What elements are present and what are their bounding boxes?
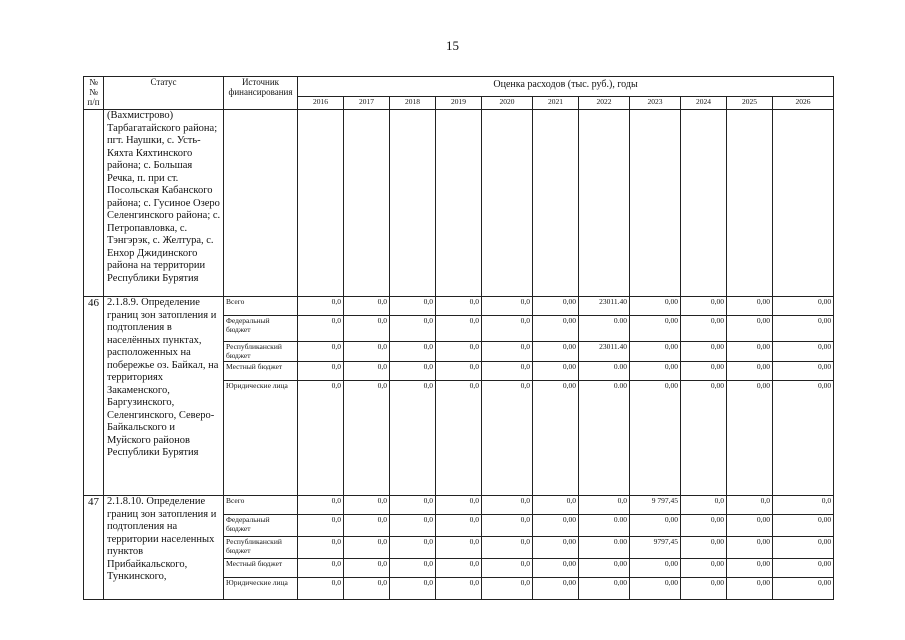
funding-source: Юридические лица xyxy=(224,578,298,600)
value-cell: 0,0 xyxy=(390,515,436,537)
value-cell: 0,0 xyxy=(298,515,344,537)
value-cell: 0,0 xyxy=(482,578,533,600)
value-cell: 0,0 xyxy=(482,559,533,578)
value-cell: 0,00 xyxy=(533,537,579,559)
funding-source: Всего xyxy=(224,496,298,515)
value-cell: 0,00 xyxy=(630,578,681,600)
budget-table xyxy=(83,76,834,600)
value-cell: 0,00 xyxy=(630,316,681,342)
value-cell: 23011.40 xyxy=(579,297,630,316)
value-cell: 0,0 xyxy=(482,342,533,362)
value-cell: 0,0 xyxy=(344,316,390,342)
value-cell: 0,00 xyxy=(727,316,773,342)
value-cell: 0,00 xyxy=(630,381,681,496)
value-cell: 0,00 xyxy=(727,362,773,381)
value-cell: 0,0 xyxy=(436,362,482,381)
funding-source: Республиканский бюджет xyxy=(224,342,298,362)
value-cell: 0,00 xyxy=(773,515,834,537)
row-status: 2.1.8.9. Определение границ зон затопления и подтопления в населённых пунктах, расположенных на побережье оз. Байкал, на территориях Закаменского, Баргузинского, Селенгинского, Северо-Байкальского и Муйского районов Республики Бурятия xyxy=(104,297,224,496)
value-cell: 0,0 xyxy=(436,537,482,559)
value-cell: 0,0 xyxy=(298,559,344,578)
funding-source: Местный бюджет xyxy=(224,362,298,381)
value-cell: 0,0 xyxy=(298,362,344,381)
funding-source: Федеральный бюджет xyxy=(224,515,298,537)
value-cell: 0,0 xyxy=(482,515,533,537)
value-cell: 0,0 xyxy=(298,316,344,342)
value-cell: 0,0 xyxy=(298,342,344,362)
value-cell: 0.00 xyxy=(579,515,630,537)
value-cell: 0,00 xyxy=(533,559,579,578)
year-header: 2023 xyxy=(630,96,681,109)
value-cell: 0,00 xyxy=(773,381,834,496)
year-header: 2016 xyxy=(298,96,344,109)
table-row xyxy=(84,496,834,515)
value-cell: 0,0 xyxy=(390,342,436,362)
value-cell: 0,0 xyxy=(298,537,344,559)
value-cell: 0,00 xyxy=(727,537,773,559)
value-cell: 0,00 xyxy=(681,559,727,578)
value-cell: 0,0 xyxy=(773,496,834,515)
value-cell: 0,00 xyxy=(630,297,681,316)
value-cell: 9797,45 xyxy=(630,537,681,559)
value-cell: 0.00 xyxy=(579,316,630,342)
funding-source: Республиканский бюджет xyxy=(224,537,298,559)
value-cell: 0,00 xyxy=(533,381,579,496)
value-cell: 0,0 xyxy=(298,496,344,515)
funding-source: Федеральный бюджет xyxy=(224,316,298,342)
value-cell: 0,00 xyxy=(681,515,727,537)
year-header: 2025 xyxy=(727,96,773,109)
value-cell: 0,0 xyxy=(344,362,390,381)
value-cell: 0,0 xyxy=(681,496,727,515)
value-cell: 0,0 xyxy=(482,362,533,381)
year-header: 2017 xyxy=(344,96,390,109)
value-cell: 0,00 xyxy=(727,559,773,578)
year-header: 2019 xyxy=(436,96,482,109)
value-cell: 0,00 xyxy=(630,515,681,537)
year-header: 2021 xyxy=(533,96,579,109)
value-cell: 0,00 xyxy=(773,342,834,362)
value-cell: 0,0 xyxy=(436,381,482,496)
num-col-header: № № п/п xyxy=(84,77,104,110)
value-cell: 0,0 xyxy=(436,559,482,578)
value-cell: 0,0 xyxy=(344,559,390,578)
value-cell: 0,00 xyxy=(533,297,579,316)
value-cell: 0,00 xyxy=(727,578,773,600)
value-cell: 0.00 xyxy=(579,537,630,559)
value-cell: 0,0 xyxy=(390,559,436,578)
value-cell: 23011.40 xyxy=(579,342,630,362)
value-cell: 0.00 xyxy=(579,362,630,381)
value-cell: 0,00 xyxy=(630,362,681,381)
value-cell: 0,00 xyxy=(773,537,834,559)
value-cell: 0,00 xyxy=(681,537,727,559)
value-cell: 0,0 xyxy=(436,297,482,316)
value-cell: 0,00 xyxy=(727,342,773,362)
value-cell: 0,00 xyxy=(533,316,579,342)
value-cell: 0,00 xyxy=(533,342,579,362)
value-cell: 0,00 xyxy=(579,578,630,600)
value-cell: 0,0 xyxy=(390,381,436,496)
value-cell: 0,0 xyxy=(482,537,533,559)
value-cell: 0,00 xyxy=(681,342,727,362)
value-cell: 0,0 xyxy=(390,362,436,381)
value-cell: 0,0 xyxy=(344,515,390,537)
value-cell: 0,0 xyxy=(390,496,436,515)
value-cell: 0,0 xyxy=(482,381,533,496)
row-number: 46 xyxy=(84,297,104,496)
value-cell: 0,00 xyxy=(533,362,579,381)
value-cell: 0,0 xyxy=(390,537,436,559)
value-cell: 0,00 xyxy=(773,297,834,316)
status-col-header: Статус xyxy=(104,77,224,110)
year-header: 2024 xyxy=(681,96,727,109)
funding-source: Местный бюджет xyxy=(224,559,298,578)
value-cell: 0,00 xyxy=(681,362,727,381)
value-cell: 0,00 xyxy=(727,515,773,537)
continuation-status: (Вахмистрово) Тарбагатайского района; пгт. Наушки, с. Усть-Кяхта Кяхтинского района; с. Большая Речка, п. при ст. Посольская Кабанского района; с. Гусиное Озеро Селенгинского района; с. Петропавловка, с. Тэнгэрэк, с. Желтура, с. Енхор Джидинского района на территории Республики Бурятия xyxy=(104,110,224,297)
funding-source: Юридические лица xyxy=(224,381,298,496)
value-cell: 0,0 xyxy=(344,381,390,496)
value-cell: 0,0 xyxy=(482,316,533,342)
row-number: 47 xyxy=(84,496,104,600)
value-cell: 0,00 xyxy=(681,578,727,600)
value-cell: 0,0 xyxy=(579,496,630,515)
value-cell: 0,0 xyxy=(390,578,436,600)
value-cell: 0,00 xyxy=(773,578,834,600)
value-cell: 0,00 xyxy=(681,381,727,496)
value-cell: 0,0 xyxy=(390,316,436,342)
funding-source: Всего xyxy=(224,297,298,316)
value-cell: 0,00 xyxy=(533,515,579,537)
value-cell: 0,0 xyxy=(533,496,579,515)
value-cell: 0,0 xyxy=(436,342,482,362)
value-cell: 9 797,45 xyxy=(630,496,681,515)
value-cell: 0,00 xyxy=(773,559,834,578)
value-cell: 0,00 xyxy=(727,297,773,316)
value-cell: 0,0 xyxy=(298,381,344,496)
value-cell: 0,0 xyxy=(436,496,482,515)
year-header: 2026 xyxy=(773,96,834,109)
value-cell: 0,0 xyxy=(436,316,482,342)
value-cell: 0,00 xyxy=(773,316,834,342)
year-header: 2018 xyxy=(390,96,436,109)
year-header: 2022 xyxy=(579,96,630,109)
value-cell: 0,00 xyxy=(681,316,727,342)
value-cell: 0,0 xyxy=(344,297,390,316)
value-cell: 0,00 xyxy=(533,578,579,600)
value-cell: 0,0 xyxy=(436,515,482,537)
value-cell: 0,0 xyxy=(344,342,390,362)
value-cell: 0,0 xyxy=(344,496,390,515)
value-cell: 0,0 xyxy=(436,578,482,600)
value-cell: 0,00 xyxy=(727,381,773,496)
estimate-col-header: Оценка расходов (тыс. руб.), годы xyxy=(298,77,834,97)
source-col-header: Источник финансирования xyxy=(224,77,298,110)
table-row xyxy=(84,297,834,316)
value-cell: 0,0 xyxy=(298,578,344,600)
value-cell: 0.00 xyxy=(579,381,630,496)
value-cell: 0,0 xyxy=(390,297,436,316)
value-cell: 0,00 xyxy=(630,342,681,362)
value-cell: 0,00 xyxy=(681,297,727,316)
row-status: 2.1.8.10. Определение границ зон затопления и подтопления на территории населенных пунктов Прибайкальского, Тункинского, xyxy=(104,496,224,600)
value-cell: 0,0 xyxy=(298,297,344,316)
value-cell: 0,0 xyxy=(344,537,390,559)
value-cell: 0,00 xyxy=(579,559,630,578)
value-cell: 0,0 xyxy=(727,496,773,515)
value-cell: 0,0 xyxy=(482,297,533,316)
value-cell: 0,00 xyxy=(773,362,834,381)
page-number: 15 xyxy=(446,38,459,53)
value-cell: 0,0 xyxy=(344,578,390,600)
value-cell: 0,0 xyxy=(482,496,533,515)
value-cell: 0,00 xyxy=(630,559,681,578)
year-header: 2020 xyxy=(482,96,533,109)
